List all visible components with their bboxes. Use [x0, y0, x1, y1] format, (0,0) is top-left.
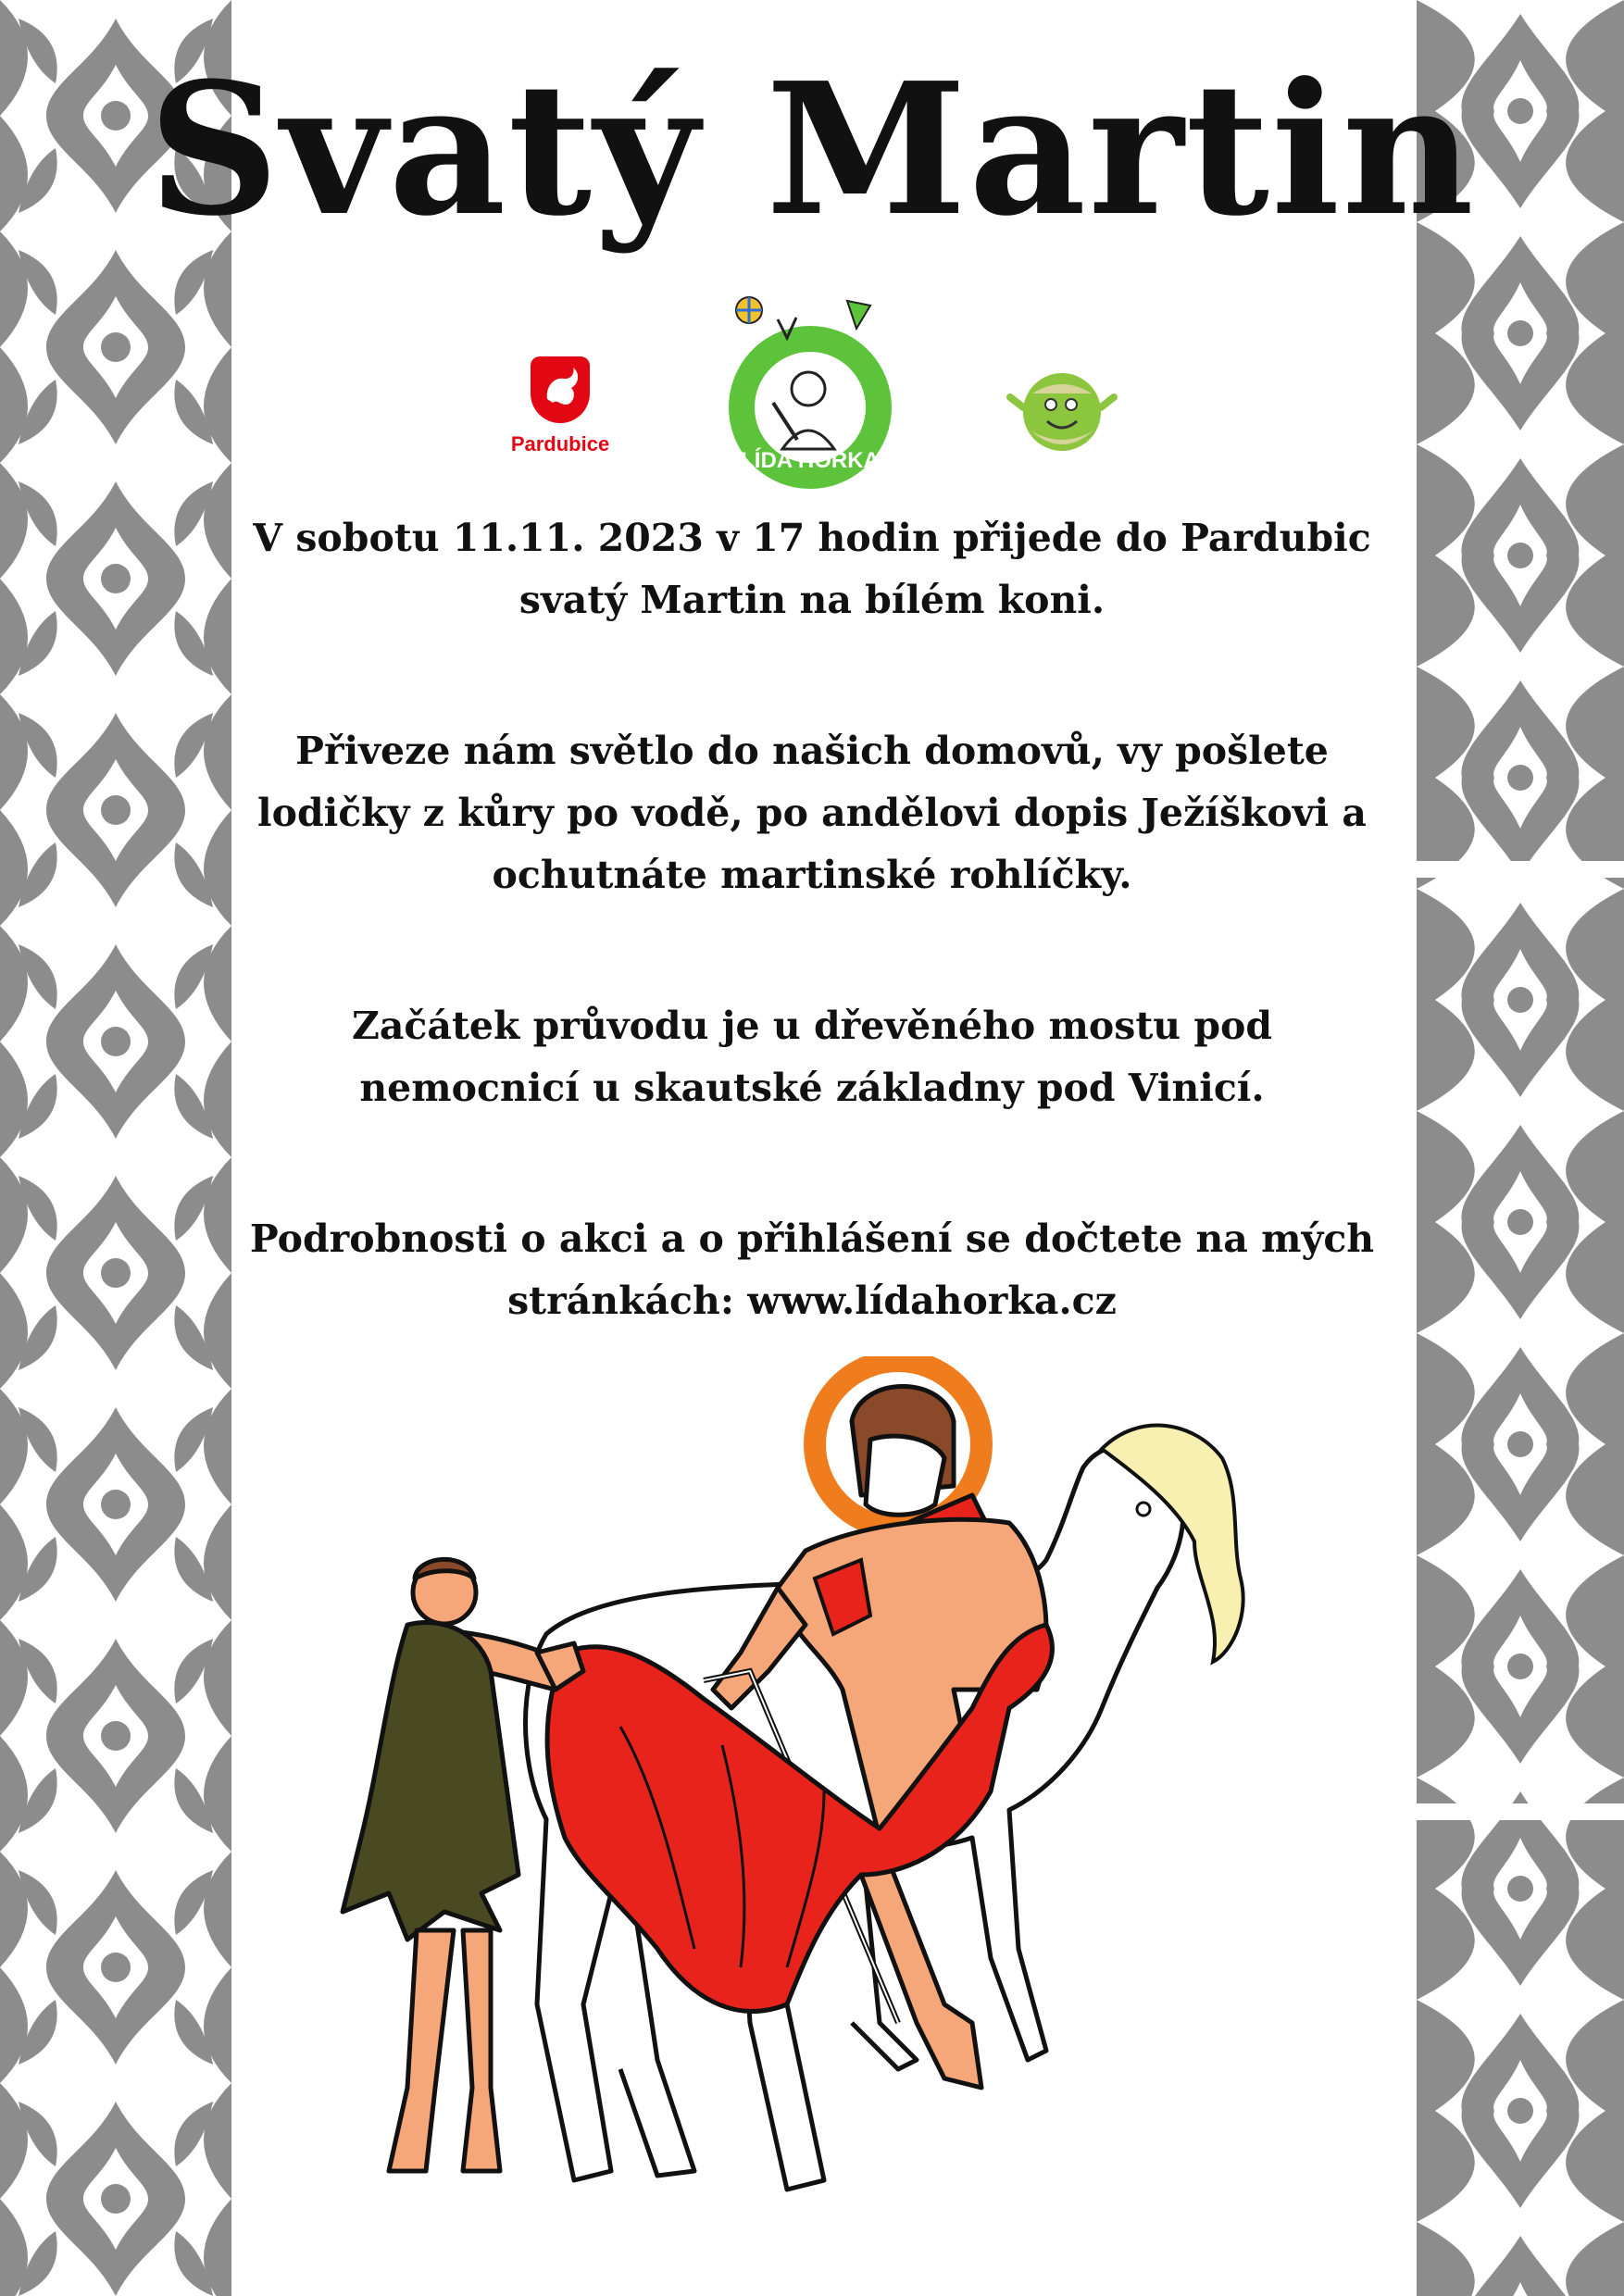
text-line: Začátek průvodu je u dřevěného mostu pod — [351, 1004, 1273, 1048]
pardubice-logo — [500, 356, 620, 456]
text-line: stránkách: www.lídahorka.cz — [507, 1279, 1117, 1323]
pardubice-shield-icon — [531, 356, 590, 423]
text-line: Přiveze nám světlo do našich domovů, vy pošlete — [295, 729, 1329, 773]
smiley-ball-logo — [1005, 356, 1120, 463]
paragraph-start — [231, 995, 1393, 1119]
text-line: Podrobnosti o akci a o přihlášení se dočtete na mých — [249, 1217, 1375, 1261]
logos-row — [0, 282, 1624, 495]
lida-horka-logo — [708, 282, 912, 495]
text-line: nemocnicí u skautské základny pod Vinicí. — [359, 1066, 1265, 1110]
pardubice-caption: Pardubice — [510, 432, 610, 455]
text-line: ochutnáte martinské rohlíčky. — [492, 853, 1132, 897]
text-line: V sobotu 11.11. 2023 v 17 hodin přijede do Pardubic — [253, 516, 1371, 560]
paragraph-program — [231, 720, 1393, 906]
text-line: svatý Martin na bílém koni. — [518, 578, 1106, 622]
page-title: Svatý Martin — [148, 44, 1476, 256]
text-line: lodičky z kůry po vodě, po andělovi dopis Ježíškovi a — [257, 791, 1367, 835]
lida-horka-text: LÍDA HORKA — [741, 448, 880, 473]
horse-eye — [1137, 1503, 1150, 1516]
paragraph-date — [231, 507, 1393, 631]
saint-martin-illustration — [306, 1356, 1398, 2273]
paragraph-details — [231, 1208, 1393, 1332]
